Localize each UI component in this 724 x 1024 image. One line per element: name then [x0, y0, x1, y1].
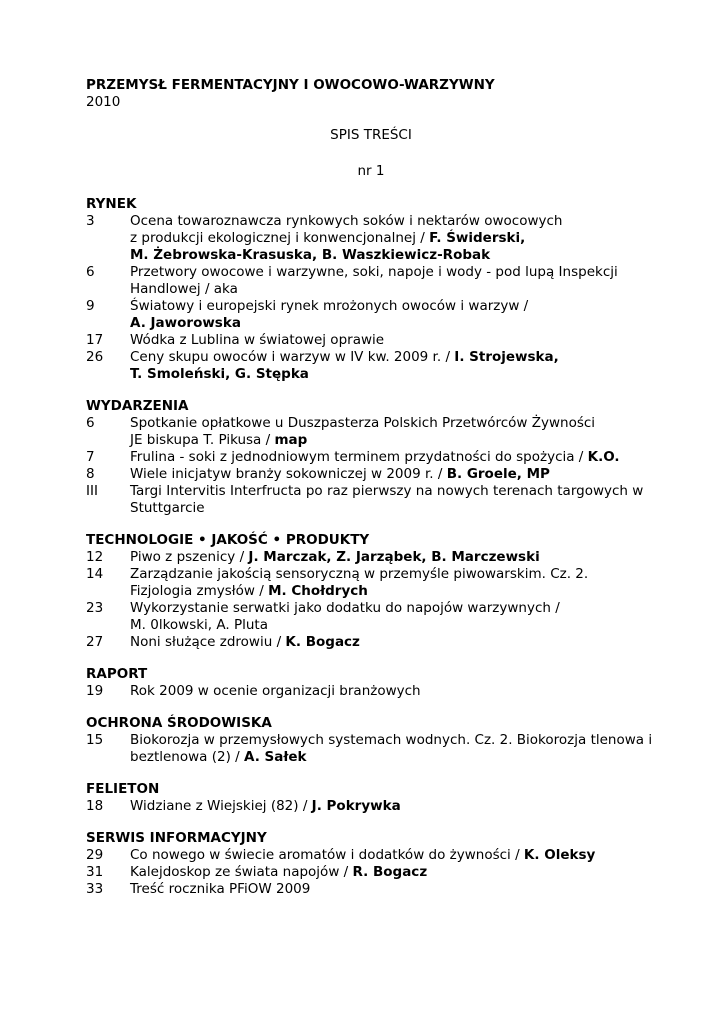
entry-author: map [274, 432, 308, 448]
entry-text [130, 415, 666, 449]
journal-year: 2010 [86, 94, 121, 110]
entry-title: Zarządzanie jakością sensoryczną w przemyśle piwowarskim. Cz. 2. [130, 566, 589, 582]
entry-author: K. Oleksy [523, 847, 596, 863]
page-number: 8 [86, 466, 95, 482]
section-heading: RAPORT [86, 666, 148, 682]
entry-line [130, 415, 666, 432]
toc-entry [86, 349, 666, 383]
toc-section [86, 781, 666, 815]
entry-line [130, 298, 666, 315]
entry-line [130, 847, 666, 864]
toc-title: SPIS TREŚCI [330, 127, 412, 143]
entry-line [130, 634, 666, 651]
page-number: 15 [86, 732, 104, 748]
entry-text [130, 213, 666, 264]
entry-text [130, 349, 666, 383]
entry-line [130, 549, 666, 566]
entry-text [130, 449, 666, 466]
entry-line [130, 500, 666, 517]
toc-entry [86, 798, 666, 815]
entry-title: beztlenowa (2) / [130, 749, 244, 765]
page-number: 9 [86, 298, 95, 314]
entry-line [130, 798, 666, 815]
toc-sections [86, 196, 666, 898]
entry-line [130, 213, 666, 230]
entry-title: Treść rocznika PFiOW 2009 [130, 881, 311, 897]
page-number: 26 [86, 349, 104, 365]
page-number: 12 [86, 549, 104, 565]
issue-number: nr 1 [357, 163, 385, 179]
entry-line [130, 247, 666, 264]
entry-title: Handlowej / aka [130, 281, 238, 297]
toc-entry [86, 264, 666, 298]
section-heading: SERWIS INFORMACYJNY [86, 830, 267, 846]
entry-author: A. Sałek [244, 749, 307, 765]
toc-entry [86, 600, 666, 634]
page-number: 33 [86, 881, 104, 897]
toc-entry [86, 332, 666, 349]
entry-line [130, 315, 666, 332]
page-number: 27 [86, 634, 104, 650]
toc-entry [86, 566, 666, 600]
toc-section [86, 196, 666, 383]
toc-section [86, 666, 666, 700]
entry-line [130, 230, 666, 247]
section-heading: RYNEK [86, 196, 137, 212]
entry-line [130, 264, 666, 281]
entry-text [130, 864, 666, 881]
entry-line [130, 864, 666, 881]
entry-title: Przetwory owocowe i warzywne, soki, napoje i wody - pod lupą Inspekcji [130, 264, 618, 280]
toc-section [86, 532, 666, 651]
page-number: 31 [86, 864, 104, 880]
entry-text [130, 798, 666, 815]
entry-line [130, 349, 666, 366]
page-number: 23 [86, 600, 104, 616]
journal-title: PRZEMYSŁ FERMENTACYJNY I OWOCOWO-WARZYWNY [86, 77, 495, 93]
toc-entry [86, 483, 666, 517]
entry-line [130, 749, 666, 766]
toc-entry [86, 634, 666, 651]
entry-text [130, 332, 666, 349]
entry-title: Ceny skupu owoców i warzyw w IV kw. 2009 r. / [130, 349, 455, 365]
entry-title: Noni służące zdrowiu / [130, 634, 286, 650]
page-number: III [86, 483, 98, 499]
entry-text [130, 298, 666, 332]
entry-title: Spotkanie opłatkowe u Duszpasterza Polskich Przetwórców Żywności [130, 415, 596, 431]
entry-title: Wykorzystanie serwatki jako dodatku do napojów warzywnych / [130, 600, 560, 616]
entry-title: Co nowego w świecie aromatów i dodatków do żywności / [130, 847, 524, 863]
toc-entry [86, 864, 666, 881]
entry-text [130, 264, 666, 298]
toc-entry [86, 549, 666, 566]
entry-title: Kalejdoskop ze świata napojów / [130, 864, 353, 880]
toc-entry [86, 847, 666, 864]
entry-author: M. Chołdrych [268, 583, 368, 599]
entry-title: Stuttgarcie [130, 500, 205, 516]
section-heading: TECHNOLOGIE • JAKOŚĆ • PRODUKTY [86, 532, 370, 548]
entry-line [130, 483, 666, 500]
entry-text [130, 566, 666, 600]
entry-line [130, 281, 666, 298]
toc-section [86, 398, 666, 517]
entry-title: Ocena towaroznawcza rynkowych soków i nektarów owocowych [130, 213, 563, 229]
toc-section [86, 715, 666, 766]
page-number: 7 [86, 449, 95, 465]
entry-author: K. Bogacz [285, 634, 360, 650]
entry-line [130, 332, 666, 349]
page-number: 18 [86, 798, 104, 814]
page-number: 14 [86, 566, 104, 582]
entry-line [130, 566, 666, 583]
page-number: 3 [86, 213, 95, 229]
entry-title: M. 0lkowski, A. Pluta [130, 617, 268, 633]
document-page [86, 76, 666, 913]
entry-line [130, 466, 666, 483]
entry-text [130, 483, 666, 517]
section-heading: OCHRONA ŚRODOWISKA [86, 715, 272, 731]
entry-text [130, 600, 666, 634]
toc-entry [86, 213, 666, 264]
entry-author: J. Pokrywka [311, 798, 401, 814]
entry-title: Wiele inicjatyw branży sokowniczej w 2009 r. / [130, 466, 447, 482]
toc-entry [86, 298, 666, 332]
entry-title: Rok 2009 w ocenie organizacji branżowych [130, 683, 421, 699]
entry-text [130, 466, 666, 483]
entry-line [130, 583, 666, 600]
page-number: 19 [86, 683, 104, 699]
entry-title: Wódka z Lublina w światowej oprawie [130, 332, 385, 348]
toc-entry [86, 732, 666, 766]
entry-title: z produkcji ekologicznej i konwencjonalnej / [130, 230, 430, 246]
entry-title: JE biskupa T. Pikusa / [130, 432, 275, 448]
page-number: 29 [86, 847, 104, 863]
toc-section [86, 830, 666, 898]
section-heading: WYDARZENIA [86, 398, 189, 414]
entry-author: A. Jaworowska [130, 315, 241, 331]
entry-title: Frulina - soki z jednodniowym terminem przydatności do spożycia / [130, 449, 588, 465]
toc-entry [86, 466, 666, 483]
entry-title: Piwo z pszenicy / [130, 549, 249, 565]
toc-entry [86, 683, 666, 700]
entry-author: F. Świderski, [429, 230, 526, 246]
entry-line [130, 881, 666, 898]
section-heading: FELIETON [86, 781, 160, 797]
entry-author: M. Żebrowska-Krasuska, B. Waszkiewicz-Robak [130, 247, 491, 263]
entry-line [130, 683, 666, 700]
entry-text [130, 881, 666, 898]
entry-author: I. Strojewska, [454, 349, 559, 365]
toc-entry [86, 449, 666, 466]
entry-author: T. Smoleński, G. Stępka [130, 366, 309, 382]
entry-line [130, 617, 666, 634]
entry-text [130, 683, 666, 700]
entry-title: Targi Intervitis Interfructa po raz pierwszy na nowych terenach targowych w [130, 483, 644, 499]
entry-line [130, 432, 666, 449]
entry-title: Światowy i europejski rynek mrożonych owoców i warzyw / [130, 298, 529, 314]
page-number: 17 [86, 332, 104, 348]
entry-author: R. Bogacz [352, 864, 428, 880]
entry-title: Biokorozja w przemysłowych systemach wodnych. Cz. 2. Biokorozja tlenowa i [130, 732, 653, 748]
entry-text [130, 549, 666, 566]
entry-title: Widziane z Wiejskiej (82) / [130, 798, 312, 814]
entry-line [130, 600, 666, 617]
page-number: 6 [86, 264, 95, 280]
entry-title: Fizjologia zmysłów / [130, 583, 269, 599]
entry-text [130, 847, 666, 864]
toc-entry [86, 415, 666, 449]
entry-author: K.O. [587, 449, 620, 465]
entry-author: J. Marczak, Z. Jarząbek, B. Marczewski [248, 549, 540, 565]
entry-line [130, 732, 666, 749]
entry-line [130, 366, 666, 383]
page-number: 6 [86, 415, 95, 431]
entry-text [130, 732, 666, 766]
entry-text [130, 634, 666, 651]
toc-entry [86, 881, 666, 898]
entry-line [130, 449, 666, 466]
entry-author: B. Groele, MP [446, 466, 550, 482]
